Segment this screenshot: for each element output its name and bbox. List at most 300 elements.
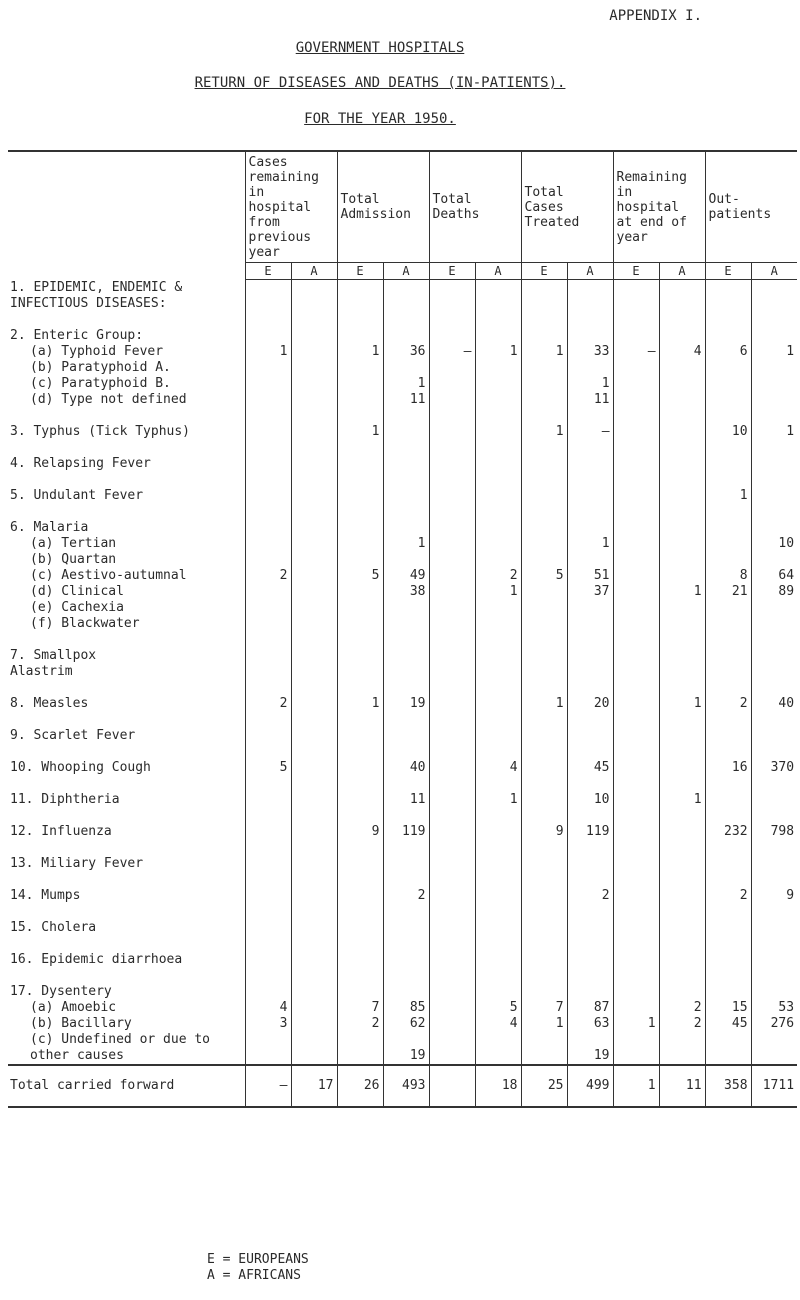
table-cell	[291, 840, 337, 856]
table-cell	[521, 600, 567, 616]
table-cell: 38	[383, 584, 429, 600]
table-cell: 1	[521, 696, 567, 712]
table-cell	[245, 312, 291, 328]
table-cell	[291, 1016, 337, 1032]
table-cell	[751, 616, 797, 632]
table-cell	[751, 744, 797, 760]
table-cell	[705, 472, 751, 488]
table-cell	[521, 520, 567, 536]
table-cell	[475, 504, 521, 520]
table-cell	[567, 456, 613, 472]
col-subheader: A	[659, 263, 705, 280]
table-cell	[567, 600, 613, 616]
table-cell	[751, 408, 797, 424]
table-row	[8, 1032, 797, 1048]
table-cell	[751, 712, 797, 728]
table-cell	[521, 440, 567, 456]
table-cell	[245, 792, 291, 808]
table-cell	[337, 904, 383, 920]
table-cell	[567, 280, 613, 297]
table-cell	[705, 664, 751, 680]
table-cell	[521, 984, 567, 1000]
table-cell	[659, 920, 705, 936]
table-cell	[521, 328, 567, 344]
table-cell	[659, 744, 705, 760]
table-row	[8, 776, 797, 792]
table-cell	[659, 312, 705, 328]
table-cell	[521, 488, 567, 504]
table-cell: 5	[475, 1000, 521, 1016]
table-cell	[613, 424, 659, 440]
table-cell	[475, 456, 521, 472]
table-cell	[291, 744, 337, 760]
table-row	[8, 632, 797, 648]
table-cell	[521, 776, 567, 792]
col-group-header: Out-patients	[705, 151, 797, 263]
table-cell	[291, 376, 337, 392]
table-cell	[521, 968, 567, 984]
table-cell: 11	[567, 392, 613, 408]
table-cell	[521, 552, 567, 568]
table-cell: 85	[383, 1000, 429, 1016]
table-cell	[659, 840, 705, 856]
table-row	[8, 552, 797, 568]
table-cell: 26	[337, 1065, 383, 1107]
table-cell	[705, 1032, 751, 1048]
table-cell	[751, 728, 797, 744]
table-cell	[567, 808, 613, 824]
table-cell	[337, 440, 383, 456]
table-cell	[245, 488, 291, 504]
table-cell	[567, 296, 613, 312]
table-cell	[521, 616, 567, 632]
table-row	[8, 824, 797, 840]
table-cell	[613, 536, 659, 552]
table-cell	[383, 280, 429, 297]
table-row	[8, 392, 797, 408]
table-cell: 2	[245, 568, 291, 584]
table-cell	[291, 344, 337, 360]
table-cell	[751, 312, 797, 328]
table-cell	[337, 360, 383, 376]
table-cell: 4	[659, 344, 705, 360]
table-cell	[245, 504, 291, 520]
table-cell	[337, 680, 383, 696]
table-cell: 1	[475, 584, 521, 600]
disease-label	[8, 808, 245, 824]
table-row	[8, 760, 797, 776]
table-cell	[291, 424, 337, 440]
table-row	[8, 696, 797, 712]
table-cell	[613, 632, 659, 648]
table-cell	[245, 872, 291, 888]
table-cell	[705, 872, 751, 888]
table-cell	[429, 1000, 475, 1016]
table-cell	[475, 472, 521, 488]
table-cell	[383, 648, 429, 664]
total-row	[8, 1065, 797, 1107]
table-cell	[613, 680, 659, 696]
table-cell	[521, 472, 567, 488]
table-cell	[245, 424, 291, 440]
table-cell	[567, 840, 613, 856]
table-cell	[245, 648, 291, 664]
table-cell	[475, 424, 521, 440]
table-cell	[613, 552, 659, 568]
legend-europeans: E = EUROPEANS	[207, 1252, 309, 1267]
table-cell	[337, 648, 383, 664]
col-subheader: A	[751, 263, 797, 280]
table-cell	[429, 584, 475, 600]
table-cell: 15	[705, 1000, 751, 1016]
table-row	[8, 920, 797, 936]
table-cell	[521, 536, 567, 552]
table-cell	[613, 440, 659, 456]
table-cell	[521, 360, 567, 376]
table-cell	[659, 968, 705, 984]
table-cell	[659, 808, 705, 824]
table-cell: 1	[337, 696, 383, 712]
table-cell	[705, 680, 751, 696]
table-cell	[429, 296, 475, 312]
col-subheader: E	[245, 263, 291, 280]
table-cell: 11	[659, 1065, 705, 1107]
disease-label: 17. Dysentery	[10, 984, 112, 999]
table-cell	[521, 280, 567, 297]
table-cell	[521, 408, 567, 424]
table-cell	[383, 616, 429, 632]
table-cell	[613, 888, 659, 904]
table-cell: 9	[521, 824, 567, 840]
table-cell	[659, 904, 705, 920]
table-cell	[751, 600, 797, 616]
table-cell	[659, 536, 705, 552]
table-cell	[659, 552, 705, 568]
disease-label: (f) Blackwater	[30, 616, 140, 631]
table-cell: 358	[705, 1065, 751, 1107]
table-cell	[383, 728, 429, 744]
table-cell	[245, 840, 291, 856]
disease-label	[8, 712, 245, 728]
table-cell	[751, 328, 797, 344]
col-group-header: Total Deaths	[429, 151, 521, 263]
table-cell	[383, 456, 429, 472]
table-cell	[751, 920, 797, 936]
table-cell: 798	[751, 824, 797, 840]
disease-label: (a) Tertian	[30, 536, 117, 551]
disease-label: other causes	[30, 1048, 124, 1063]
table-cell	[475, 488, 521, 504]
table-cell	[383, 312, 429, 328]
table-cell	[613, 1000, 659, 1016]
table-row	[8, 296, 797, 312]
table-cell	[337, 712, 383, 728]
disease-label: (d) Type not defined	[30, 392, 187, 407]
disease-label: (d) Clinical	[30, 584, 124, 599]
table-cell	[337, 744, 383, 760]
table-cell	[567, 664, 613, 680]
table-cell	[291, 712, 337, 728]
table-cell	[429, 1065, 475, 1107]
table-cell	[751, 296, 797, 312]
table-cell	[245, 360, 291, 376]
table-row	[8, 328, 797, 344]
table-cell	[705, 280, 751, 297]
table-cell	[337, 936, 383, 952]
table-cell	[337, 600, 383, 616]
table-cell: 19	[383, 1048, 429, 1065]
table-cell	[245, 856, 291, 872]
appendix-label: APPENDIX I.	[609, 8, 702, 24]
table-cell: 1	[613, 1065, 659, 1107]
table-cell	[705, 840, 751, 856]
table-cell: 2	[659, 1016, 705, 1032]
table-cell	[383, 472, 429, 488]
table-cell	[475, 952, 521, 968]
table-cell	[751, 392, 797, 408]
table-cell	[613, 760, 659, 776]
table-cell	[613, 792, 659, 808]
table-cell	[659, 776, 705, 792]
table-cell	[613, 584, 659, 600]
table-cell	[613, 392, 659, 408]
table-cell	[429, 856, 475, 872]
table-cell	[705, 312, 751, 328]
table-cell	[751, 968, 797, 984]
table-cell	[567, 360, 613, 376]
table-cell	[751, 872, 797, 888]
table-cell: 45	[567, 760, 613, 776]
disease-label	[8, 776, 245, 792]
table-cell	[383, 600, 429, 616]
table-cell	[613, 328, 659, 344]
table-row	[8, 888, 797, 904]
table-cell: 18	[475, 1065, 521, 1107]
table-cell: 2	[383, 888, 429, 904]
table-cell	[337, 296, 383, 312]
table-cell: 64	[751, 568, 797, 584]
table-cell	[751, 776, 797, 792]
table-row	[8, 664, 797, 680]
table-cell: 1	[383, 536, 429, 552]
table-cell: 87	[567, 1000, 613, 1016]
table-cell	[475, 600, 521, 616]
table-cell	[751, 984, 797, 1000]
table-cell	[475, 408, 521, 424]
table-cell	[291, 872, 337, 888]
table-cell	[521, 712, 567, 728]
disease-label	[8, 744, 245, 760]
return-table	[8, 150, 797, 1108]
col-subheader: A	[383, 263, 429, 280]
table-cell	[337, 456, 383, 472]
table-cell: 19	[567, 1048, 613, 1065]
table-cell: 276	[751, 1016, 797, 1032]
table-cell	[337, 808, 383, 824]
disease-label: (c) Undefined or due to	[30, 1032, 211, 1047]
table-cell	[613, 456, 659, 472]
table-cell: 2	[705, 696, 751, 712]
disease-label: (b) Quartan	[30, 552, 117, 567]
table-cell	[567, 968, 613, 984]
col-subheader: E	[613, 263, 659, 280]
table-cell	[291, 488, 337, 504]
table-cell: 1	[521, 1016, 567, 1032]
table-cell	[521, 456, 567, 472]
table-cell: 4	[475, 760, 521, 776]
table-cell	[521, 872, 567, 888]
table-cell	[245, 952, 291, 968]
table-cell: 1	[751, 424, 797, 440]
table-cell	[337, 776, 383, 792]
table-cell: 63	[567, 1016, 613, 1032]
table-cell	[705, 744, 751, 760]
table-cell	[291, 968, 337, 984]
disease-label	[8, 472, 245, 488]
table-row	[8, 648, 797, 664]
table-cell	[521, 376, 567, 392]
table-cell	[291, 616, 337, 632]
table-row	[8, 440, 797, 456]
table-cell	[245, 536, 291, 552]
disease-label: (c) Paratyphoid B.	[30, 376, 171, 391]
table-cell: 1	[567, 536, 613, 552]
table-row	[8, 808, 797, 824]
table-cell	[751, 1032, 797, 1048]
table-cell: 5	[521, 568, 567, 584]
table-row	[8, 456, 797, 472]
table-cell	[291, 536, 337, 552]
table-cell	[751, 952, 797, 968]
table-cell	[383, 328, 429, 344]
table-cell	[337, 792, 383, 808]
col-subheader: A	[567, 263, 613, 280]
table-cell	[429, 968, 475, 984]
table-cell: 2	[475, 568, 521, 584]
table-cell	[245, 520, 291, 536]
table-cell	[705, 1048, 751, 1065]
table-cell	[475, 888, 521, 904]
table-row	[8, 1000, 797, 1016]
table-cell	[751, 456, 797, 472]
table-cell: 1	[521, 424, 567, 440]
table-cell	[337, 760, 383, 776]
label-header	[8, 151, 245, 280]
table-cell	[245, 744, 291, 760]
table-cell	[705, 360, 751, 376]
table-cell	[429, 888, 475, 904]
table-cell	[245, 728, 291, 744]
table-cell	[383, 952, 429, 968]
table-cell	[429, 504, 475, 520]
table-cell	[659, 472, 705, 488]
table-cell: –	[567, 424, 613, 440]
table-cell	[705, 968, 751, 984]
table-cell	[475, 664, 521, 680]
table-cell	[659, 664, 705, 680]
table-row	[8, 376, 797, 392]
table-cell	[291, 952, 337, 968]
table-cell	[705, 552, 751, 568]
table-cell	[291, 984, 337, 1000]
table-cell	[383, 872, 429, 888]
table-cell: 9	[751, 888, 797, 904]
table-cell: 17	[291, 1065, 337, 1107]
table-cell	[475, 728, 521, 744]
table-cell	[291, 360, 337, 376]
table-cell	[383, 712, 429, 728]
table-cell	[291, 936, 337, 952]
table-cell	[383, 1032, 429, 1048]
table-cell	[751, 792, 797, 808]
table-cell	[659, 760, 705, 776]
table-cell	[429, 456, 475, 472]
table-cell	[613, 408, 659, 424]
table-cell	[705, 792, 751, 808]
table-cell	[475, 904, 521, 920]
table-cell	[337, 856, 383, 872]
table-cell	[475, 936, 521, 952]
table-cell	[521, 1048, 567, 1065]
table-cell	[291, 520, 337, 536]
disease-label: Alastrim	[10, 664, 73, 679]
table-cell	[705, 456, 751, 472]
table-cell	[521, 648, 567, 664]
table-cell	[613, 520, 659, 536]
table-row	[8, 1048, 797, 1065]
table-cell	[521, 840, 567, 856]
disease-label: 6. Malaria	[10, 520, 89, 535]
table-cell	[567, 984, 613, 1000]
table-cell	[429, 728, 475, 744]
table-cell	[705, 392, 751, 408]
table-cell	[337, 280, 383, 297]
table-row	[8, 872, 797, 888]
table-cell	[567, 440, 613, 456]
table-row	[8, 616, 797, 632]
table-cell	[245, 584, 291, 600]
table-cell	[337, 664, 383, 680]
disease-label	[8, 680, 245, 696]
table-cell	[751, 552, 797, 568]
disease-label: INFECTIOUS DISEASES:	[10, 296, 167, 311]
table-cell	[705, 936, 751, 952]
disease-label: 12. Influenza	[10, 824, 112, 839]
table-cell	[429, 952, 475, 968]
disease-label	[8, 968, 245, 984]
table-cell	[659, 856, 705, 872]
table-cell	[475, 536, 521, 552]
table-row	[8, 344, 797, 360]
disease-label	[8, 632, 245, 648]
table-cell	[613, 920, 659, 936]
table-cell	[245, 808, 291, 824]
table-cell	[337, 536, 383, 552]
table-cell	[383, 904, 429, 920]
table-cell	[521, 504, 567, 520]
table-cell	[659, 1048, 705, 1065]
table-cell	[613, 664, 659, 680]
table-cell	[245, 984, 291, 1000]
table-cell	[475, 1048, 521, 1065]
table-row	[8, 280, 797, 297]
table-cell	[659, 424, 705, 440]
table-cell	[383, 424, 429, 440]
table-cell	[245, 824, 291, 840]
table-cell	[429, 808, 475, 824]
table-cell	[659, 824, 705, 840]
table-row	[8, 488, 797, 504]
